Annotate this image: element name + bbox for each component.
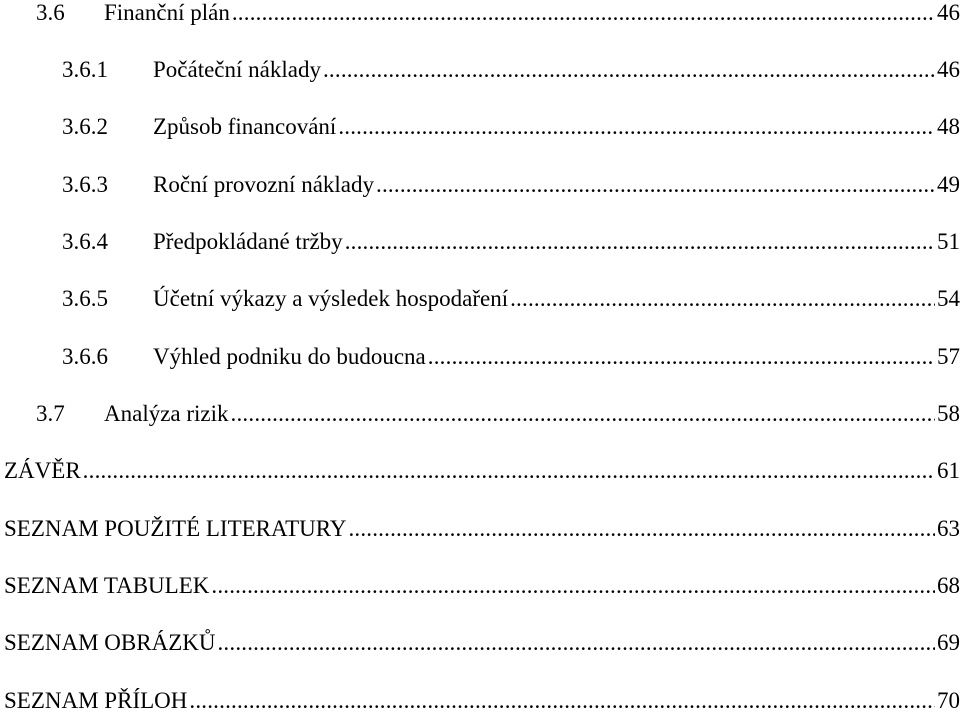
toc-entry-page: 49 — [937, 172, 960, 197]
toc-entry[interactable] — [62, 284, 960, 314]
toc-entry-number: 3.6.1 — [62, 57, 108, 82]
toc-entry-page: 54 — [937, 286, 960, 311]
toc-dot-leader — [231, 399, 935, 429]
toc-entry-page: 70 — [937, 688, 960, 713]
toc-entry[interactable] — [62, 55, 960, 85]
toc-entry-number: 3.6.2 — [62, 114, 108, 139]
toc-entry-page: 46 — [937, 0, 960, 25]
toc-entry-title: Analýza rizik — [104, 401, 229, 426]
toc-entry[interactable] — [62, 342, 960, 372]
toc-entry[interactable] — [4, 514, 960, 544]
toc-dot-leader — [83, 456, 935, 486]
toc-dot-leader — [211, 571, 935, 601]
toc-entry[interactable] — [62, 227, 960, 257]
toc-entry-number: 3.7 — [36, 401, 65, 426]
toc-entry-page: 58 — [937, 401, 960, 426]
toc-dot-leader — [189, 686, 935, 716]
toc-entry-number: 3.6.6 — [62, 344, 108, 369]
toc-entry[interactable] — [4, 628, 960, 658]
toc-entry-title: SEZNAM PŘÍLOH — [4, 688, 188, 713]
toc-entry[interactable] — [36, 0, 960, 28]
toc-dot-leader — [217, 628, 935, 658]
toc-entry-title: Počáteční náklady — [153, 57, 321, 82]
toc-entry-title: Výhled podniku do budoucna — [153, 344, 426, 369]
toc-entry-number: 3.6 — [36, 0, 65, 25]
toc-entry-page: 51 — [937, 229, 960, 254]
toc-entry-page: 61 — [937, 458, 960, 483]
toc-entry-page: 48 — [937, 114, 960, 139]
toc-entry-title: SEZNAM POUŽITÉ LITERATURY — [4, 516, 347, 541]
toc-entry-title: Finanční plán — [104, 0, 230, 25]
toc-entry-page: 46 — [937, 57, 960, 82]
toc-entry-page: 63 — [937, 516, 960, 541]
toc-entry[interactable] — [62, 170, 960, 200]
toc-dot-leader — [376, 170, 935, 200]
toc-entry-title: SEZNAM TABULEK — [4, 573, 210, 598]
toc-dot-leader — [338, 112, 935, 142]
toc-dot-leader — [345, 227, 935, 257]
toc-entry-number: 3.6.4 — [62, 229, 108, 254]
toc-entry-title: Způsob financování — [153, 114, 337, 139]
toc-dot-leader — [323, 55, 935, 85]
toc-dot-leader — [510, 284, 935, 314]
toc-dot-leader — [428, 342, 935, 372]
toc-entry-title: SEZNAM OBRÁZKŮ — [4, 630, 216, 655]
toc-entry-number: 3.6.5 — [62, 286, 108, 311]
toc-entry[interactable] — [4, 456, 960, 486]
toc-dot-leader — [348, 514, 935, 544]
toc-entry-number: 3.6.3 — [62, 172, 108, 197]
toc-entry-title: Roční provozní náklady — [153, 172, 375, 197]
toc-dot-leader — [232, 0, 935, 28]
toc-entry-page: 69 — [937, 630, 960, 655]
toc-entry-page: 68 — [937, 573, 960, 598]
toc-entry[interactable] — [4, 571, 960, 601]
toc-entry-title: ZÁVĚR — [4, 458, 81, 483]
toc-entry-title: Účetní výkazy a výsledek hospodaření — [153, 286, 509, 311]
toc-entry[interactable] — [4, 686, 960, 716]
toc-entry-title: Předpokládané tržby — [153, 229, 343, 254]
toc-entry[interactable] — [36, 399, 960, 429]
toc-entry[interactable] — [62, 112, 960, 142]
toc-entry-page: 57 — [937, 344, 960, 369]
